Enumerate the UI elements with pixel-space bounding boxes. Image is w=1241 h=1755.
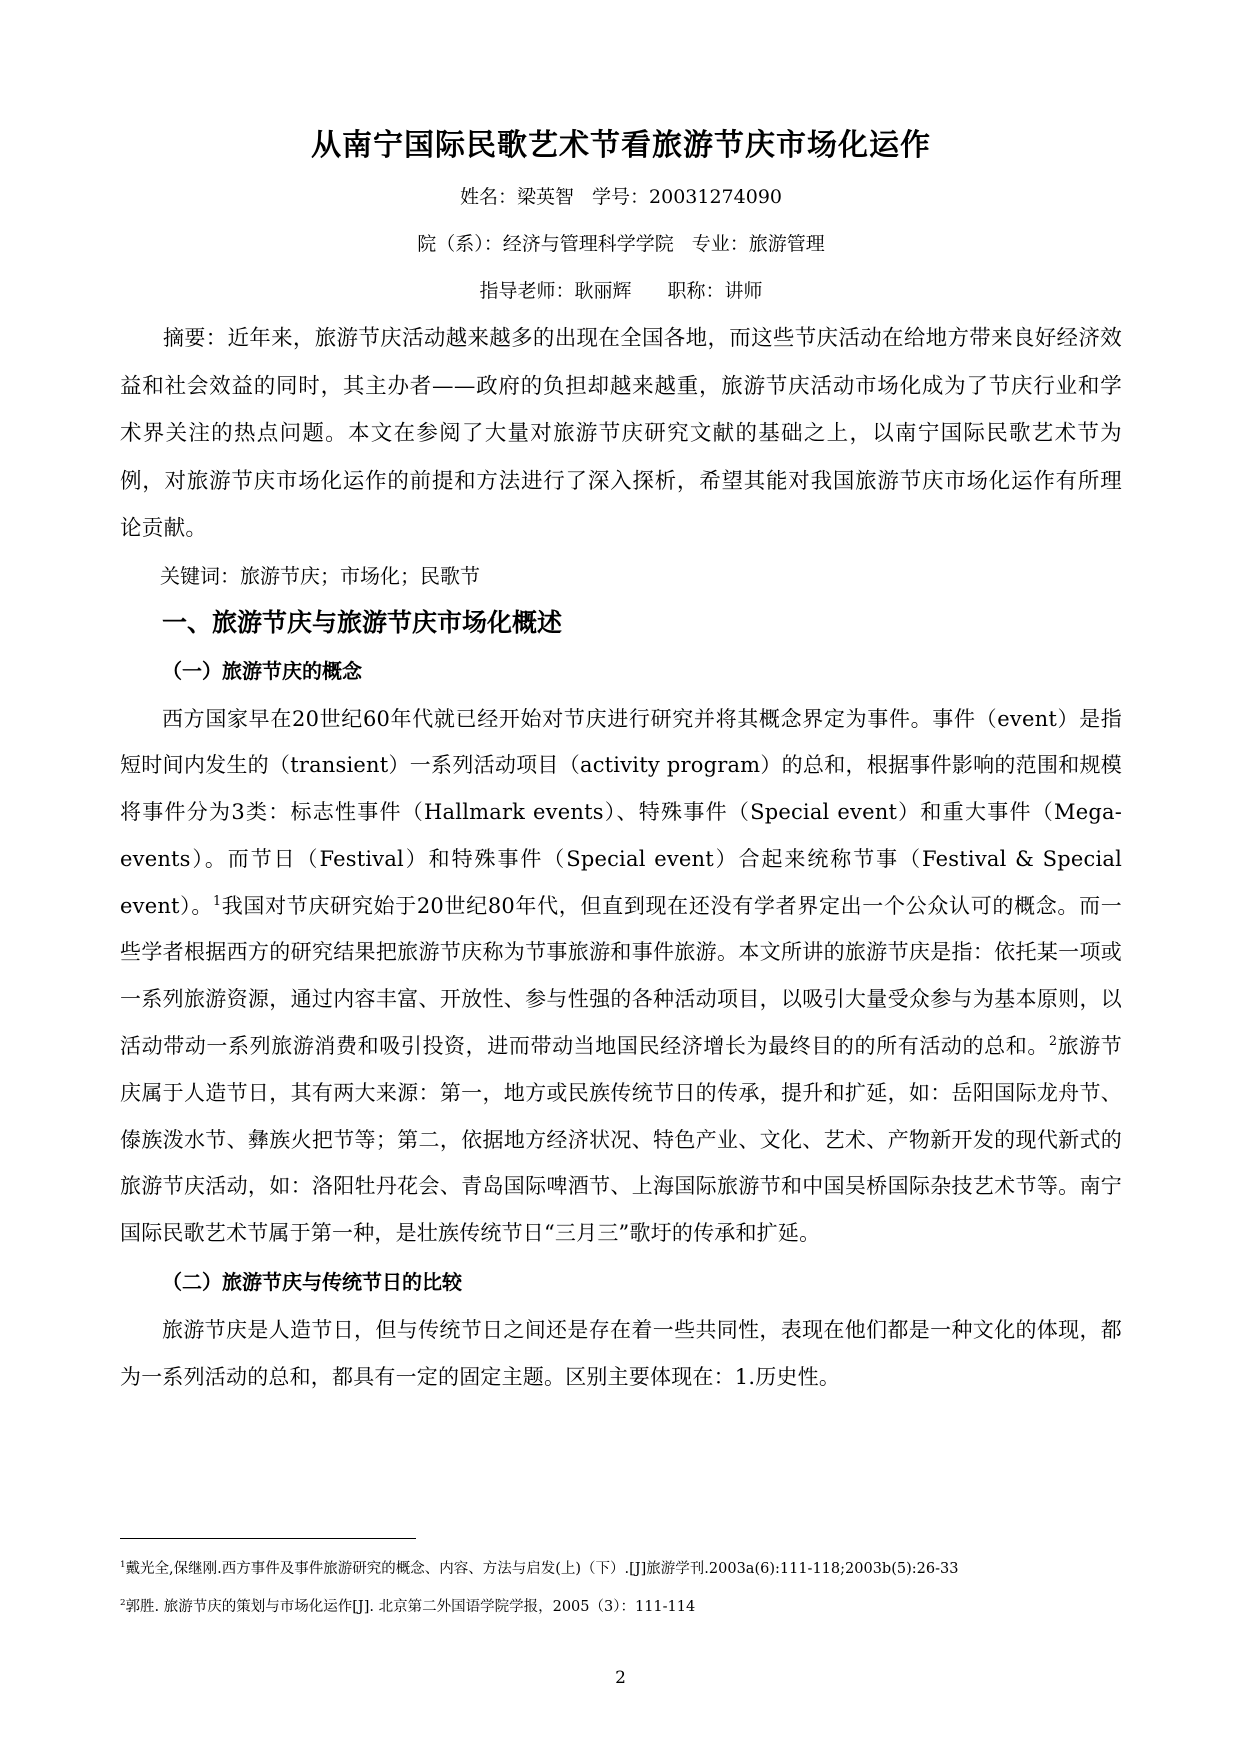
- department-line: [120, 221, 1122, 268]
- footnote-2: [120, 1588, 1130, 1626]
- footnote-1: [120, 1550, 1130, 1588]
- paragraph-concept: [120, 696, 1122, 1258]
- author-line: [120, 174, 1122, 221]
- keywords: [120, 553, 1122, 600]
- paragraph-concept-part-b: 我国对节庆研究始于20世纪80年代，但直到现在还没有学者界定出一个公众认可的概念。而一些学者根据西方的研究结果把旅游节庆称为节事旅游和事件旅游。本文所讲的旅游节庆是指：依托某一项或一系列旅游资源，通过内容丰富、开放性、参与性强的各种活动项目，以吸引大量受众参与为基本原则，以活动带动一系列旅游消费和吸引投资，进而带动当地国民经济增长为最终目的的所有活动的总和。: [120, 893, 1122, 1059]
- footnote-2-number: 2: [120, 1598, 126, 1609]
- footnote-2-text: 郭胜. 旅游节庆的策划与市场化运作[J]. 北京第二外国语学院学报，2005（3）：111-114: [125, 1599, 696, 1615]
- department-label: 院（系）：: [417, 233, 503, 255]
- department: 经济与管理科学学院: [502, 233, 674, 255]
- name-label: 姓名：: [459, 186, 517, 208]
- advisor-label: 指导老师：: [479, 280, 575, 302]
- paragraph-comparison: 旅游节庆是人造节日，但与传统节日之间还是存在着一些共同性，表现在他们都是一种文化的体现，都为一系列活动的总和，都具有一定的固定主题。区别主要体现在：1.历史性。: [120, 1318, 1122, 1389]
- subsection-heading-comparison: （二）旅游节庆与传统节日的比较: [162, 1270, 462, 1295]
- major: 旅游管理: [748, 233, 825, 255]
- subsection-heading-concept: （一）旅游节庆的概念: [162, 658, 362, 683]
- footnote-1-number: 1: [120, 1560, 126, 1571]
- paragraph-concept-part-c: 旅游节庆属于人造节日，其有两大来源：第一，地方或民族传统节日的传承，提升和扩延，如：岳阳国际龙舟节、傣族泼水节、彝族火把节等；第二，依据地方经济状况、特色产业、文化、艺术、产物新开发的现代新式的旅游节庆活动，如：洛阳牡丹花会、青岛国际啤酒节、上海国际旅游节和中国吴桥国际杂技艺术节等。南宁国际民歌艺术节属于第一种，是壮族传统节日“三月三”歌圩的传承和扩延。: [120, 1034, 1122, 1246]
- section-heading: 一、旅游节庆与旅游节庆市场化概述: [162, 607, 563, 637]
- student-id-label: 学号：: [592, 186, 650, 208]
- abstract: [120, 315, 1122, 553]
- advisor-line: [120, 268, 1122, 315]
- advisor-rank: 讲师: [724, 280, 763, 302]
- footnote-divider: [120, 1538, 416, 1539]
- page-content: [120, 126, 1122, 1401]
- rank-label: 职称：: [667, 280, 725, 302]
- major-label: 专业：: [691, 233, 749, 255]
- keywords-text: ：旅游节庆；市场化；民歌节: [220, 563, 480, 588]
- page-title: 从南宁国际民歌艺术节看旅游节庆市场化运作: [311, 128, 931, 163]
- page-number: 2: [615, 1668, 626, 1688]
- footnote-1-text: 戴光全,保继刚.西方事件及事件旅游研究的概念、内容、方法与启发(上)（下）.[J]旅游学刊.2003a(6):111-118;2003b(5):26-33: [125, 1561, 959, 1577]
- paragraph-concept-part-a: 西方国家早在20世纪60年代就已经开始对节庆进行研究并将其概念界定为事件。事件（event）是指短时间内发生的（transient）一系列活动项目（activity program）的总和，根据事件影响的范围和规模将事件分为3类：标志性事件（Hallmark events）、特殊事件（Special event）和重大事件（Mega- events）。而节日（Festival）和特殊事件（Special event）合起来统称节事（Festival & Special event）。: [120, 706, 1122, 918]
- footnotes: [120, 1550, 1130, 1626]
- footnote-ref-2[interactable]: 2: [1048, 1033, 1058, 1049]
- advisor-name: 耿丽辉: [574, 280, 632, 302]
- student-id: 20031274090: [649, 186, 783, 208]
- abstract-label: 摘要: [163, 326, 206, 350]
- footnote-ref-1[interactable]: 1: [213, 892, 222, 908]
- author-name: 梁英智: [517, 186, 575, 208]
- abstract-text: ：近年来，旅游节庆活动越来越多的出现在全国各地，而这些节庆活动在给地方带来良好经济效益和社会效益的同时，其主办者——政府的负担却越来越重，旅游节庆活动市场化成为了节庆行业和学术界关注的热点问题。本文在参阅了大量对旅游节庆研究文献的基础之上，以南宁国际民歌艺术节为例，对旅游节庆市场化运作的前提和方法进行了深入探析，希望其能对我国旅游节庆市场化运作有所理论贡献。: [120, 326, 1122, 541]
- keywords-label: 关键词: [160, 563, 220, 588]
